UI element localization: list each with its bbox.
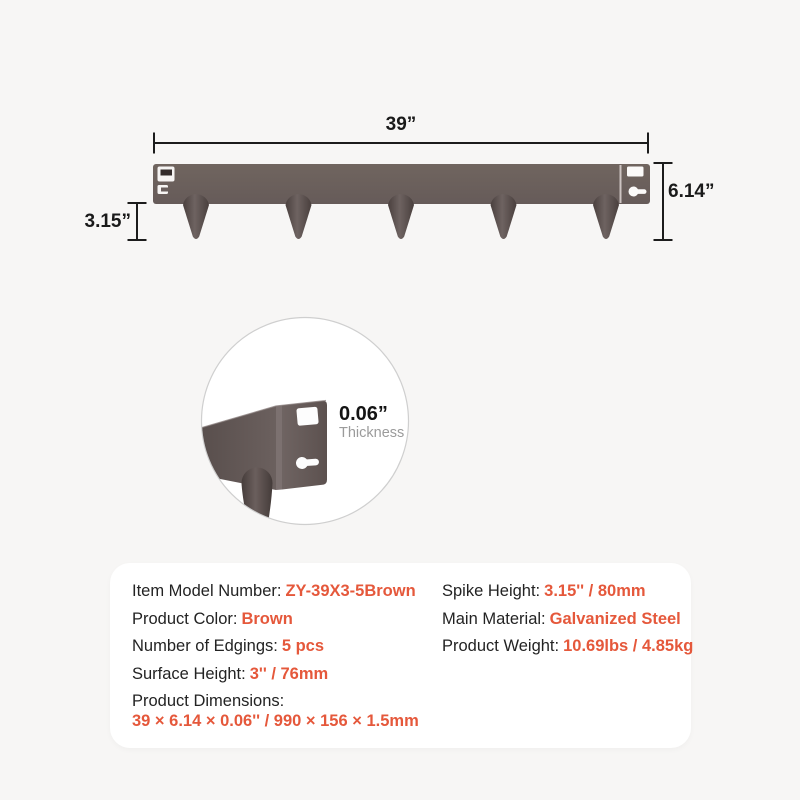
detail-slot-hole (296, 407, 318, 426)
spec-label: Item Model Number: (132, 582, 282, 600)
thickness-value-label: 0.06” (339, 403, 388, 425)
spec-value: Galvanized Steel (549, 609, 681, 628)
spike (388, 194, 414, 239)
spec-number-of-edgings (132, 633, 419, 661)
spec-panel (110, 563, 694, 748)
spike (286, 194, 312, 239)
spec-main-material (442, 606, 693, 634)
spec-label: Product Weight: (442, 637, 560, 655)
spec-column-right (442, 578, 693, 661)
spike (593, 194, 619, 239)
spec-product-color (132, 606, 419, 634)
spec-surface-height (132, 661, 419, 689)
spec-value: ZY-39X3-5Brown (285, 582, 416, 600)
spec-product-weight (442, 633, 693, 661)
spec-label: Number of Edgings: (132, 637, 278, 655)
spec-value: 3'' / 76mm (249, 664, 329, 683)
spec-item-model-number (132, 578, 419, 606)
dimension-length (154, 133, 648, 154)
spec-column-left (132, 578, 419, 731)
detail-spike (242, 467, 273, 553)
spec-label: Spike Height: (442, 582, 541, 600)
spec-label: Product Dimensions: (132, 692, 285, 710)
spec-value: 10.69lbs / 4.85kg (563, 637, 694, 655)
spec-label: Main Material: (442, 609, 546, 628)
edging-diagram (85, 114, 715, 240)
spike (491, 194, 517, 239)
spike-height-dimension-label: 3.15” (84, 211, 131, 232)
spec-product-dimensions (132, 688, 419, 731)
spec-value: 39 × 6.14 × 0.06'' / 990 × 156 × 1.5mm (132, 711, 419, 730)
thickness-caption-label: Thickness (339, 425, 405, 441)
spec-label: Product Color: (132, 609, 238, 628)
spec-value: Brown (241, 609, 293, 628)
spike (183, 194, 209, 239)
total-height-dimension-label: 6.14” (668, 181, 715, 202)
spec-value: 3.15'' / 80mm (544, 582, 646, 600)
thickness-detail (190, 318, 409, 554)
length-dimension-label: 39” (385, 114, 417, 135)
spec-spike-height (442, 578, 693, 606)
spec-label: Surface Height: (132, 664, 246, 683)
spec-value: 5 pcs (281, 637, 325, 655)
